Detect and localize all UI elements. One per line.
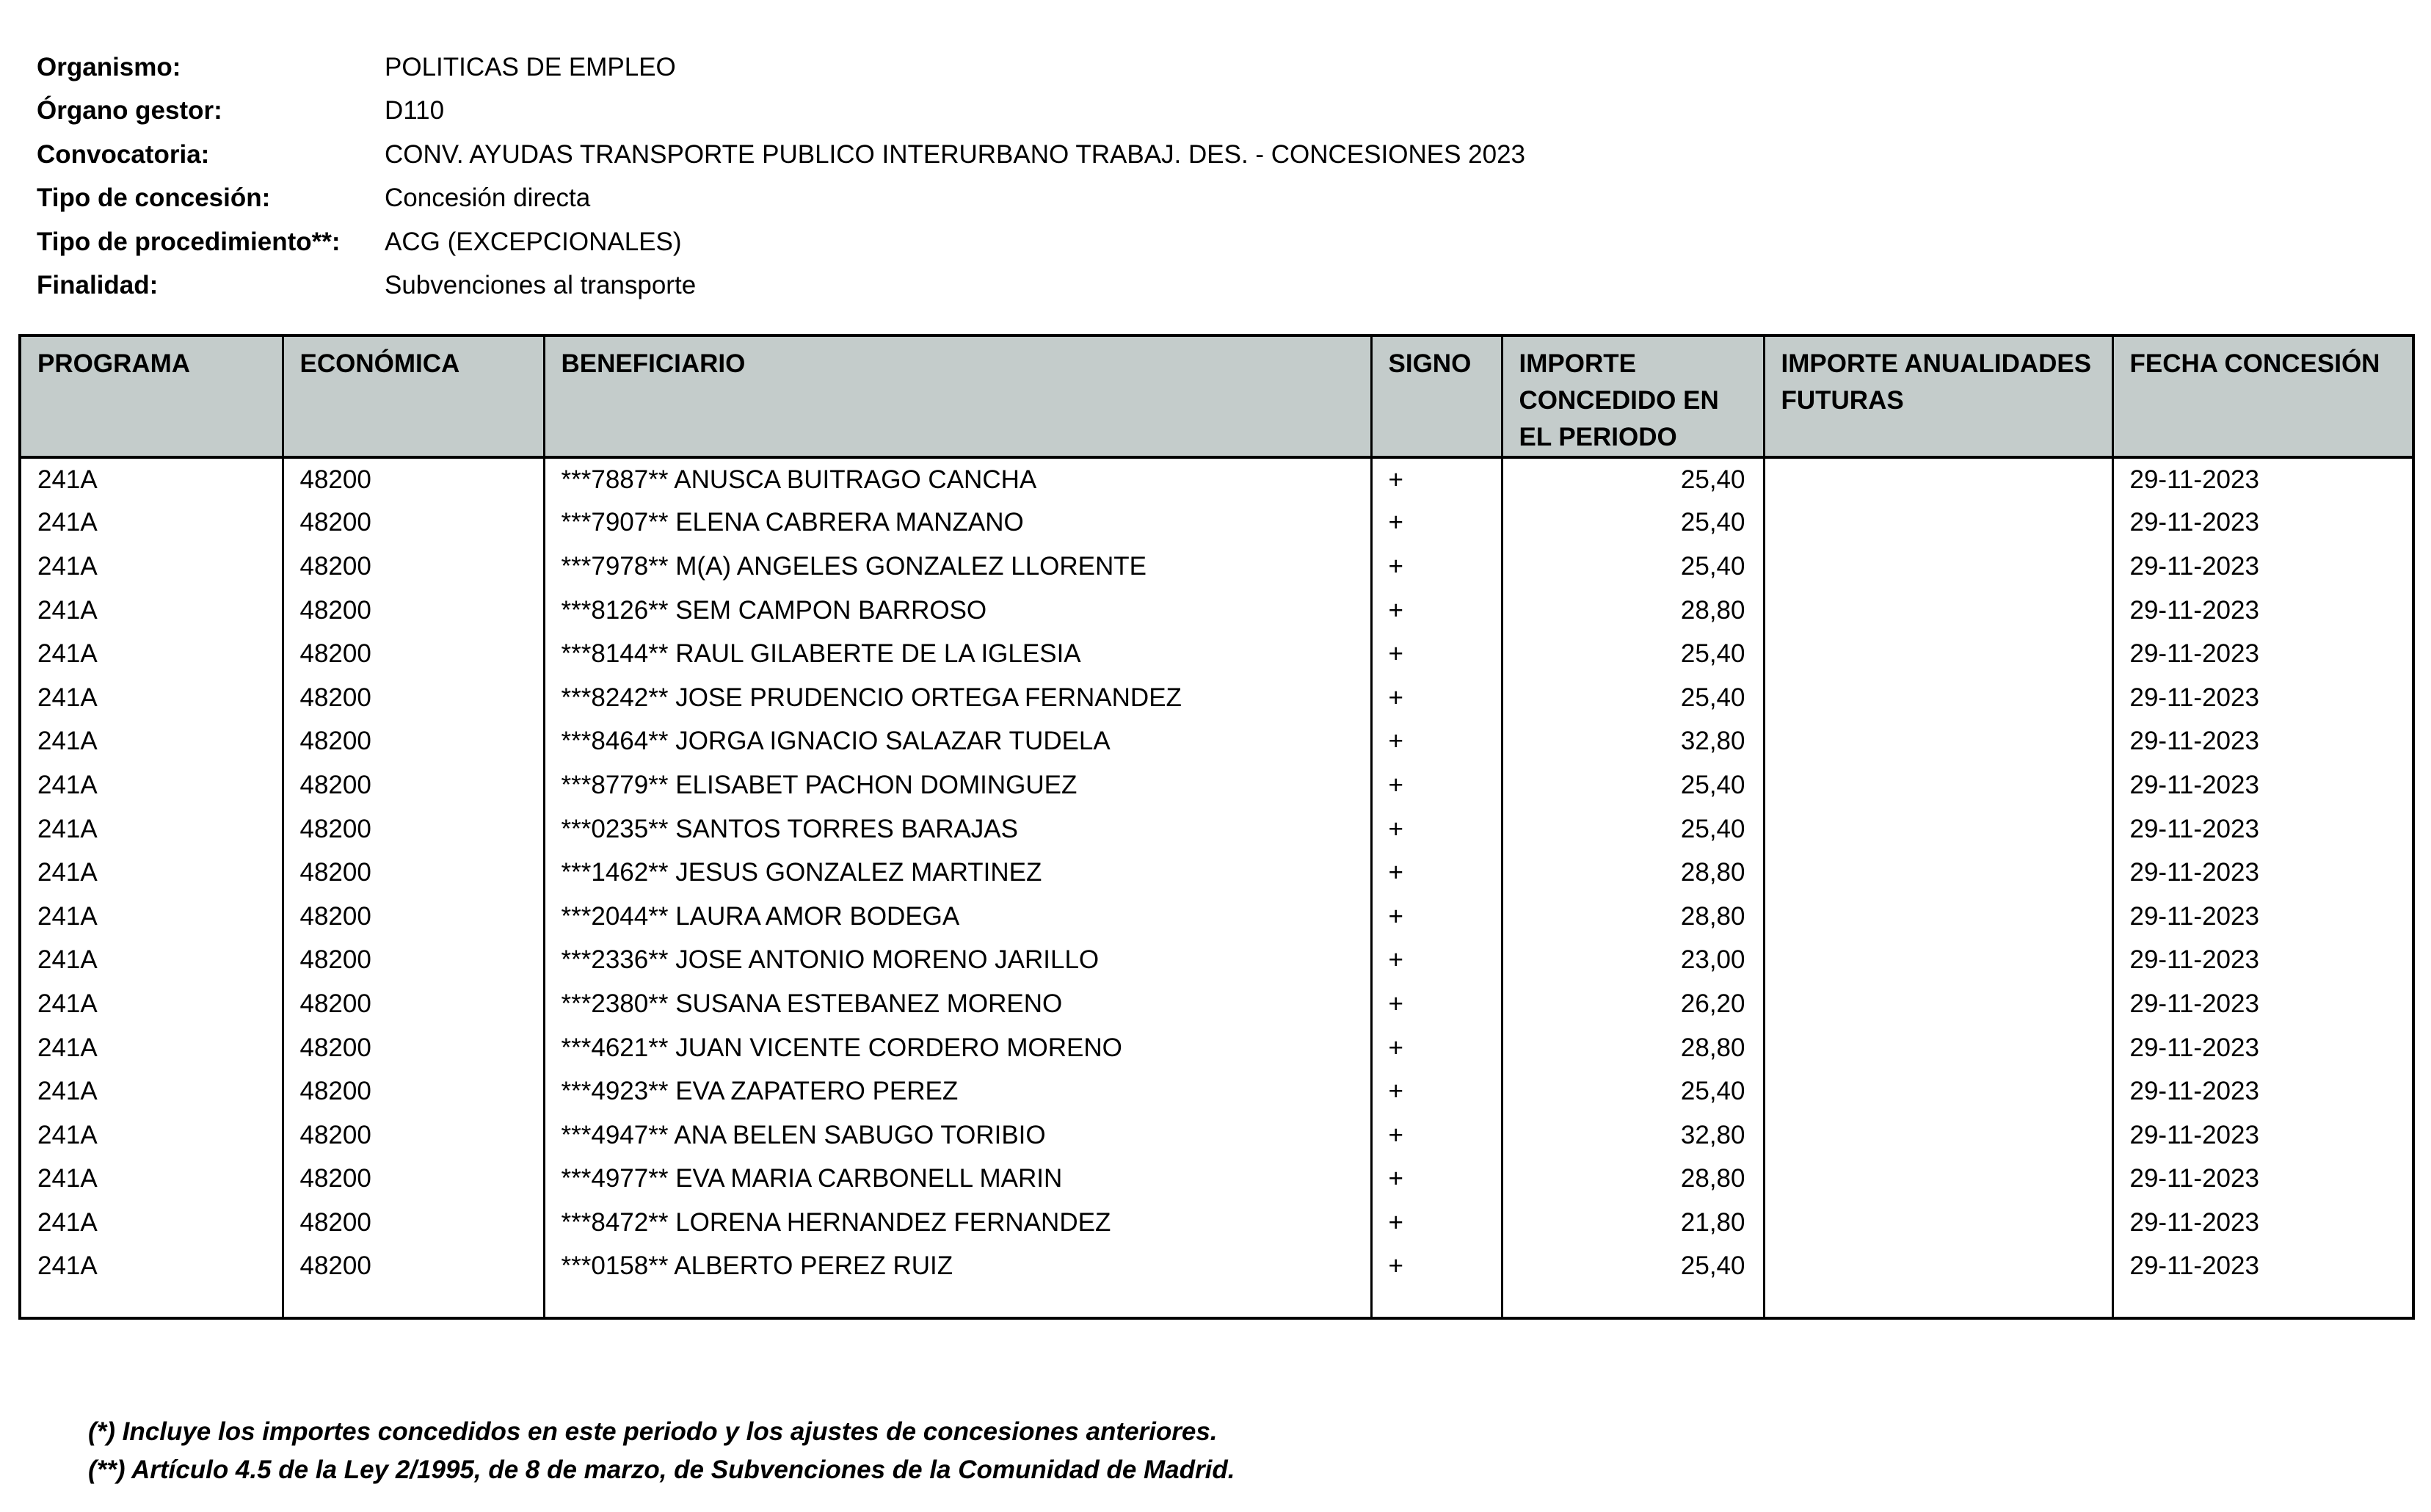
cell-programa: 241A: [21, 457, 283, 501]
cell-beneficiario: ***1462** JESUS GONZALEZ MARTINEZ: [544, 851, 1371, 895]
cell-importe-concedido: 25,40: [1502, 807, 1764, 851]
cell-economica: 48200: [283, 589, 544, 633]
meta-row-organismo: [37, 46, 2165, 90]
cell-beneficiario: ***4923** EVA ZAPATERO PEREZ: [544, 1069, 1371, 1113]
cell-importe-concedido: 21,80: [1502, 1201, 1764, 1245]
cell-fecha-concesion: 29-11-2023: [2129, 1207, 2259, 1237]
cell-programa: 241A: [21, 632, 283, 676]
cell-programa: 241A: [21, 807, 283, 851]
cell-economica: 48200: [283, 851, 544, 895]
table-row: [21, 807, 2412, 851]
cell-economica: 48200: [283, 807, 544, 851]
cell-importe-concedido: 28,80: [1502, 589, 1764, 633]
table-body: [21, 457, 2412, 1318]
cell-importe-concedido: 28,80: [1502, 1157, 1764, 1202]
cell-beneficiario: ***2044** LAURA AMOR BODEGA: [544, 895, 1371, 939]
cell-programa: 241A: [21, 763, 283, 807]
cell-importe-anualidades: [1764, 1026, 2112, 1070]
cell-fecha-concesion: 29-11-2023: [2129, 770, 2259, 799]
column-header-fecha-concesion: FECHA CONCESIÓN: [2112, 337, 2412, 457]
organo-value: D110: [385, 96, 445, 126]
tipo-concesion-value: Concesión directa: [385, 183, 591, 213]
footnotes: [88, 1413, 1235, 1489]
cell-fecha-concesion: 29-11-2023: [2129, 551, 2259, 581]
cell-importe-concedido: 23,00: [1502, 939, 1764, 983]
cell-importe-concedido: 28,80: [1502, 895, 1764, 939]
cell-importe-anualidades: [1764, 895, 2112, 939]
meta-row-convocatoria: [37, 133, 2165, 177]
table-row: [21, 632, 2412, 676]
cell-beneficiario: ***4977** EVA MARIA CARBONELL MARIN: [544, 1157, 1371, 1202]
cell-economica: 48200: [283, 763, 544, 807]
convocatoria-value: CONV. AYUDAS TRANSPORTE PUBLICO INTERURBANO TRABAJ. DES. - CONCESIONES 2023: [385, 139, 1526, 169]
cell-fecha-concesion: 29-11-2023: [2129, 639, 2259, 669]
cell-importe-anualidades: [1764, 1157, 2112, 1202]
cell-beneficiario: ***7907** ELENA CABRERA MANZANO: [544, 501, 1371, 545]
cell-economica: 48200: [283, 1245, 544, 1289]
cell-beneficiario: ***8144** RAUL GILABERTE DE LA IGLESIA: [544, 632, 1371, 676]
cell-importe-anualidades: [1764, 763, 2112, 807]
table-row: [21, 1201, 2412, 1245]
cell-economica: 48200: [283, 1113, 544, 1157]
meta-row-tipo-concesion: [37, 177, 2165, 221]
table-row: [21, 1026, 2412, 1070]
table-header-row: [21, 337, 2412, 457]
cell-importe-concedido: 25,40: [1502, 1069, 1764, 1113]
column-header-importe-anualidades: IMPORTE ANUALIDADES FUTURAS: [1764, 337, 2112, 457]
cell-signo: +: [1371, 589, 1502, 633]
cell-programa: 241A: [21, 676, 283, 720]
cell-fecha-concesion: 29-11-2023: [2129, 683, 2259, 712]
cell-programa: 241A: [21, 1157, 283, 1202]
header-metadata: [37, 46, 2165, 308]
organo-label: Órgano gestor:: [37, 96, 222, 126]
cell-economica: 48200: [283, 1069, 544, 1113]
cell-fecha-concesion: 29-11-2023: [2129, 945, 2259, 975]
table-row: [21, 545, 2412, 589]
table-row: [21, 1113, 2412, 1157]
cell-signo: +: [1371, 939, 1502, 983]
filler-cell: [1371, 1288, 1502, 1318]
cell-signo: +: [1371, 1157, 1502, 1202]
cell-signo: +: [1371, 545, 1502, 589]
table-row: [21, 1069, 2412, 1113]
filler-cell: [544, 1288, 1371, 1318]
cell-importe-concedido: 25,40: [1502, 501, 1764, 545]
cell-importe-anualidades: [1764, 457, 2112, 501]
cell-fecha-concesion: 29-11-2023: [2129, 814, 2259, 843]
filler-cell: [283, 1288, 544, 1318]
cell-fecha-concesion: 29-11-2023: [2129, 901, 2259, 931]
table-row: [21, 589, 2412, 633]
cell-beneficiario: ***2380** SUSANA ESTEBANEZ MORENO: [544, 982, 1371, 1026]
table-row: [21, 676, 2412, 720]
cell-beneficiario: ***7978** M(A) ANGELES GONZALEZ LLORENTE: [544, 545, 1371, 589]
cell-fecha-concesion: 29-11-2023: [2129, 595, 2259, 625]
cell-signo: +: [1371, 720, 1502, 764]
cell-signo: +: [1371, 763, 1502, 807]
cell-fecha-concesion: 29-11-2023: [2129, 1077, 2259, 1106]
cell-programa: 241A: [21, 1026, 283, 1070]
cell-economica: 48200: [283, 1026, 544, 1070]
cell-beneficiario: ***0235** SANTOS TORRES BARAJAS: [544, 807, 1371, 851]
cell-programa: 241A: [21, 939, 283, 983]
organismo-value: POLITICAS DE EMPLEO: [385, 52, 676, 81]
cell-programa: 241A: [21, 720, 283, 764]
cell-importe-concedido: 25,40: [1502, 676, 1764, 720]
column-header-importe-concedido: IMPORTE CONCEDIDO EN EL PERIODO: [1502, 337, 1764, 457]
cell-beneficiario: ***4621** JUAN VICENTE CORDERO MORENO: [544, 1026, 1371, 1070]
table-row: [21, 982, 2412, 1026]
table-row: [21, 501, 2412, 545]
cell-fecha-concesion: 29-11-2023: [2129, 727, 2259, 756]
cell-importe-anualidades: [1764, 1245, 2112, 1289]
cell-signo: +: [1371, 501, 1502, 545]
cell-fecha-concesion: 29-11-2023: [2129, 1033, 2259, 1062]
cell-importe-anualidades: [1764, 1113, 2112, 1157]
cell-economica: 48200: [283, 982, 544, 1026]
cell-importe-concedido: 26,20: [1502, 982, 1764, 1026]
cell-programa: 241A: [21, 851, 283, 895]
cell-economica: 48200: [283, 501, 544, 545]
cell-importe-concedido: 28,80: [1502, 1026, 1764, 1070]
cell-beneficiario: ***2336** JOSE ANTONIO MORENO JARILLO: [544, 939, 1371, 983]
filler-cell: [2112, 1288, 2412, 1318]
cell-fecha-concesion: 29-11-2023: [2129, 508, 2259, 537]
cell-importe-concedido: 25,40: [1502, 763, 1764, 807]
cell-signo: +: [1371, 1113, 1502, 1157]
table-row: [21, 939, 2412, 983]
cell-importe-anualidades: [1764, 939, 2112, 983]
meta-row-tipo-procedimiento: [37, 220, 2165, 264]
cell-economica: 48200: [283, 1157, 544, 1202]
footnote-2: (**) Artículo 4.5 de la Ley 2/1995, de 8 de marzo, de Subvenciones de la Comunidad de Madrid.: [88, 1455, 1235, 1484]
cell-beneficiario: ***8126** SEM CAMPON BARROSO: [544, 589, 1371, 633]
tipo-procedimiento-label: Tipo de procedimiento**:: [37, 227, 341, 256]
cell-signo: +: [1371, 1245, 1502, 1289]
cell-fecha-concesion: 29-11-2023: [2129, 989, 2259, 1018]
table-row: [21, 851, 2412, 895]
column-header-beneficiario: BENEFICIARIO: [544, 337, 1371, 457]
cell-importe-concedido: 32,80: [1502, 1113, 1764, 1157]
cell-importe-anualidades: [1764, 632, 2112, 676]
cell-economica: 48200: [283, 545, 544, 589]
cell-beneficiario: ***8464** JORGA IGNACIO SALAZAR TUDELA: [544, 720, 1371, 764]
cell-programa: 241A: [21, 1113, 283, 1157]
cell-signo: +: [1371, 457, 1502, 501]
cell-importe-anualidades: [1764, 851, 2112, 895]
cell-signo: +: [1371, 807, 1502, 851]
cell-beneficiario: ***7887** ANUSCA BUITRAGO CANCHA: [544, 457, 1371, 501]
cell-economica: 48200: [283, 1201, 544, 1245]
cell-programa: 241A: [21, 1245, 283, 1289]
cell-signo: +: [1371, 982, 1502, 1026]
cell-importe-concedido: 32,80: [1502, 720, 1764, 764]
cell-programa: 241A: [21, 589, 283, 633]
cell-importe-anualidades: [1764, 982, 2112, 1026]
cell-programa: 241A: [21, 545, 283, 589]
cell-fecha-concesion: 29-11-2023: [2129, 858, 2259, 887]
cell-programa: 241A: [21, 982, 283, 1026]
cell-economica: 48200: [283, 457, 544, 501]
cell-signo: +: [1371, 851, 1502, 895]
cell-importe-anualidades: [1764, 1069, 2112, 1113]
table-filler-row: [21, 1288, 2412, 1318]
cell-signo: +: [1371, 1069, 1502, 1113]
column-header-signo: SIGNO: [1371, 337, 1502, 457]
cell-beneficiario: ***8242** JOSE PRUDENCIO ORTEGA FERNANDEZ: [544, 676, 1371, 720]
tipo-procedimiento-value: ACG (EXCEPCIONALES): [385, 227, 682, 256]
cell-importe-concedido: 25,40: [1502, 632, 1764, 676]
cell-signo: +: [1371, 676, 1502, 720]
table-row: [21, 457, 2412, 501]
finalidad-value: Subvenciones al transporte: [385, 271, 697, 300]
cell-importe-anualidades: [1764, 1201, 2112, 1245]
cell-beneficiario: ***4947** ANA BELEN SABUGO TORIBIO: [544, 1113, 1371, 1157]
filler-cell: [1764, 1288, 2112, 1318]
cell-fecha-concesion: 29-11-2023: [2129, 1251, 2259, 1281]
cell-signo: +: [1371, 632, 1502, 676]
meta-row-finalidad: [37, 264, 2165, 308]
grants-table: [18, 334, 2415, 1320]
cell-programa: 241A: [21, 1069, 283, 1113]
cell-economica: 48200: [283, 939, 544, 983]
cell-importe-concedido: 28,80: [1502, 851, 1764, 895]
cell-importe-anualidades: [1764, 501, 2112, 545]
tipo-concesion-label: Tipo de concesión:: [37, 183, 271, 213]
cell-beneficiario: ***8472** LORENA HERNANDEZ FERNANDEZ: [544, 1201, 1371, 1245]
cell-signo: +: [1371, 1201, 1502, 1245]
cell-importe-concedido: 25,40: [1502, 457, 1764, 501]
finalidad-label: Finalidad:: [37, 271, 159, 300]
cell-importe-concedido: 25,40: [1502, 1245, 1764, 1289]
cell-beneficiario: ***0158** ALBERTO PEREZ RUIZ: [544, 1245, 1371, 1289]
filler-cell: [21, 1288, 283, 1318]
cell-importe-anualidades: [1764, 720, 2112, 764]
cell-economica: 48200: [283, 676, 544, 720]
cell-programa: 241A: [21, 895, 283, 939]
cell-economica: 48200: [283, 720, 544, 764]
column-header-economica: ECONÓMICA: [283, 337, 544, 457]
table-row: [21, 1245, 2412, 1289]
filler-cell: [1502, 1288, 1764, 1318]
cell-programa: 241A: [21, 501, 283, 545]
cell-importe-anualidades: [1764, 676, 2112, 720]
footnote-1: (*) Incluye los importes concedidos en este periodo y los ajustes de concesiones anteriores.: [88, 1417, 1218, 1446]
cell-fecha-concesion: 29-11-2023: [2129, 1164, 2259, 1193]
cell-importe-concedido: 25,40: [1502, 545, 1764, 589]
table-row: [21, 763, 2412, 807]
cell-signo: +: [1371, 1026, 1502, 1070]
cell-signo: +: [1371, 895, 1502, 939]
cell-programa: 241A: [21, 1201, 283, 1245]
cell-fecha-concesion: 29-11-2023: [2129, 1120, 2259, 1149]
cell-economica: 48200: [283, 632, 544, 676]
cell-importe-anualidades: [1764, 807, 2112, 851]
column-header-programa: PROGRAMA: [21, 337, 283, 457]
organismo-label: Organismo:: [37, 52, 181, 81]
cell-economica: 48200: [283, 895, 544, 939]
cell-fecha-concesion: 29-11-2023: [2129, 465, 2259, 494]
cell-beneficiario: ***8779** ELISABET PACHON DOMINGUEZ: [544, 763, 1371, 807]
cell-importe-anualidades: [1764, 545, 2112, 589]
table-row: [21, 720, 2412, 764]
table-row: [21, 1157, 2412, 1202]
meta-row-organo: [37, 90, 2165, 134]
convocatoria-label: Convocatoria:: [37, 139, 210, 169]
cell-importe-anualidades: [1764, 589, 2112, 633]
table-row: [21, 895, 2412, 939]
